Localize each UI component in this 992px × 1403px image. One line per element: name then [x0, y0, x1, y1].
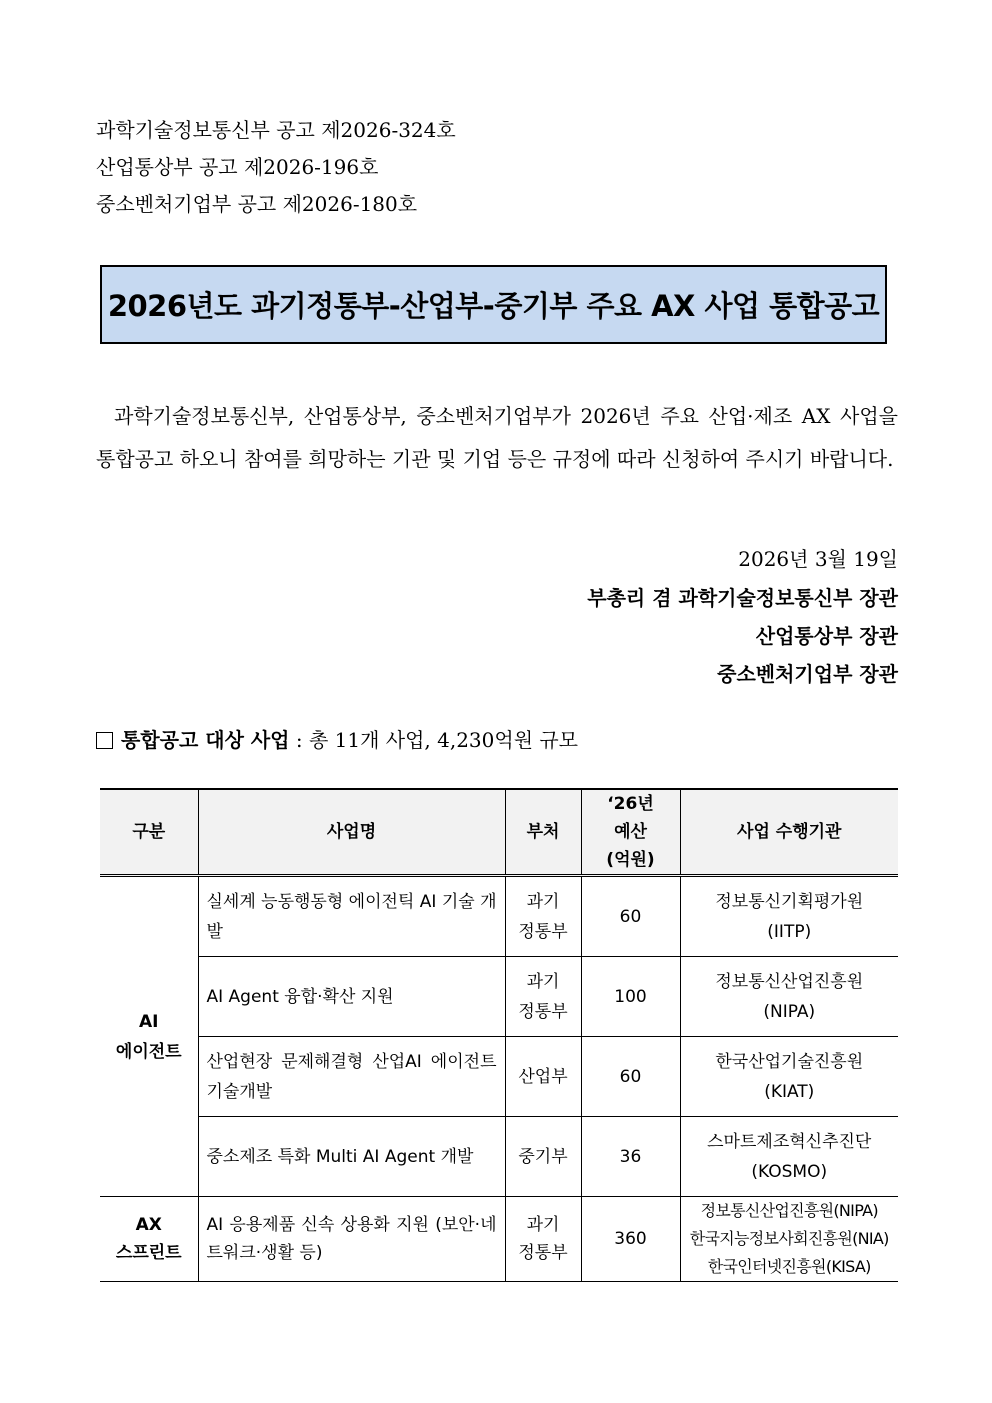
header-budget: ‘26년 예산 (억원)	[581, 789, 680, 876]
table-row	[100, 1197, 898, 1282]
ministry: 중기부	[505, 1117, 581, 1197]
project-name: 산업현장 문제해결형 산업AI 에이전트 기술개발	[198, 1037, 505, 1117]
ministry: 과기 정통부	[505, 957, 581, 1037]
project-table	[100, 788, 898, 1282]
ministry: 과기 정통부	[505, 876, 581, 957]
agency: 한국산업기술진흥원 (KIAT)	[680, 1037, 898, 1117]
ministry: 과기 정통부	[505, 1197, 581, 1282]
title-box	[100, 265, 887, 344]
notice-number-msit: 과학기술정보통신부 공고 제2026-324호	[96, 118, 456, 142]
project-name: AI Agent 융합·확산 지원	[198, 957, 505, 1037]
header-category: 구분	[100, 789, 198, 876]
signatory-mss: 중소벤처기업부 장관	[717, 662, 898, 686]
category-ax-sprint: AX 스프린트	[100, 1197, 198, 1282]
section-summary: : 총 11개 사업, 4,230억원 규모	[295, 728, 579, 752]
agency: 스마트제조혁신추진단 (KOSMO)	[680, 1117, 898, 1197]
checkbox-square-icon	[96, 732, 113, 749]
header-agency: 사업 수행기관	[680, 789, 898, 876]
project-name: 중소제조 특화 Multi AI Agent 개발	[198, 1117, 505, 1197]
header-project: 사업명	[198, 789, 505, 876]
table-row	[100, 1037, 898, 1117]
page-title: 2026년도 과기정통부-산업부-중기부 주요 AX 사업 통합공고	[107, 289, 880, 323]
agency: 정보통신기획평가원 (IITP)	[680, 876, 898, 957]
agency: 정보통신산업진흥원 (NIPA)	[680, 957, 898, 1037]
category-ai-agent: AI 에이전트	[100, 876, 198, 1197]
signatory-motie: 산업통상부 장관	[755, 624, 898, 648]
budget: 360	[581, 1197, 680, 1282]
table-header-row	[100, 789, 898, 876]
table-row	[100, 1117, 898, 1197]
budget: 100	[581, 957, 680, 1037]
ministry: 산업부	[505, 1037, 581, 1117]
notice-number-motie: 산업통상부 공고 제2026-196호	[96, 155, 379, 179]
project-name: 실세계 능동행동형 에이전틱 AI 기술 개발	[198, 876, 505, 957]
budget: 60	[581, 1037, 680, 1117]
table-row	[100, 876, 898, 957]
agency: 정보통신산업진흥원(NIPA) 한국지능정보사회진흥원(NIA) 한국인터넷진흥원(KISA)	[680, 1197, 898, 1282]
announcement-date: 2026년 3월 19일	[738, 547, 898, 571]
table-row	[100, 957, 898, 1037]
project-name: AI 응용제품 신속 상용화 지원 (보안·네트워크·생활 등)	[198, 1197, 505, 1282]
announcement-body: 과학기술정보통신부, 산업통상부, 중소벤처기업부가 2026년 주요 산업·제조 AX 사업을 통합공고 하오니 참여를 희망하는 기관 및 기업 등은 규정에 따라 신청하여 주시기 바랍니다.	[96, 404, 898, 471]
signatory-msit: 부총리 겸 과학기술정보통신부 장관	[587, 586, 898, 610]
section-title: 통합공고 대상 사업	[121, 728, 290, 752]
section-heading	[96, 727, 578, 753]
header-ministry: 부처	[505, 789, 581, 876]
budget: 36	[581, 1117, 680, 1197]
notice-number-mss: 중소벤처기업부 공고 제2026-180호	[96, 192, 418, 216]
budget: 60	[581, 876, 680, 957]
